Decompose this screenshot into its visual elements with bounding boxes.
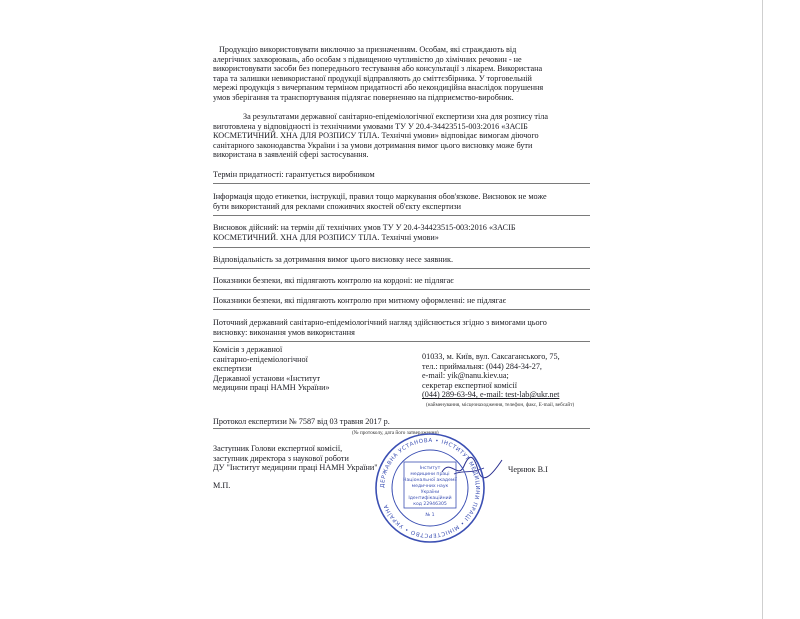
usage-line: Продукцію використовувати виключно за призначенням. Особам, які страждають від [219, 45, 517, 54]
commission-line: медицини праці НАМН України» [213, 383, 330, 393]
validity-field [213, 223, 591, 242]
seal-text: медичних наук [411, 484, 449, 489]
divider [213, 247, 590, 248]
seal-text: Ідентифікаційний [408, 496, 452, 501]
divider [213, 215, 590, 216]
address-line: (044) 289-63-94, e-mail: test-lab@ukr.net [422, 390, 560, 400]
divider [213, 183, 590, 184]
address-line: 01033, м. Київ, вул. Саксаганського, 75, [422, 352, 560, 361]
validity-line: КОСМЕТИЧНИЙ. ХНА ДЛЯ РОЗПИСУ ТІЛА. Технічні умови» [213, 232, 439, 242]
supervision-field [213, 318, 591, 337]
usage-paragraph [213, 45, 591, 103]
signatory-line: Заступник Голови експертної комісії, [213, 444, 343, 453]
address-caption: (найменування, місцезнаходження, телефон, факс, E-mail, вебсайт) [426, 402, 575, 408]
supervision-line: Поточний державний санітарно-епідеміологічний нагляд здійснюється згідно з вимогами цього [213, 318, 547, 327]
results-line: КОСМЕТИЧНИЙ. ХНА ДЛЯ РОЗПИСУ ТІЛА. Технічні умови» відповідає вимогам діючого [213, 131, 539, 141]
supervision-line: висновку: виконання умов використання [213, 327, 355, 337]
divider [213, 341, 590, 342]
mp-label: М.П. [213, 481, 231, 490]
seal-image [374, 432, 486, 544]
results-line: виготовлена у відповідності із технічними умовами ТУ У 20.4-34423515-003:2016 «ЗАСІБ [213, 121, 528, 131]
commission-line: санітарно-епідеміологічної [213, 354, 308, 364]
results-line: санітарного законодавства України і за умови дотримання вимог цього висновку може бути [213, 140, 533, 150]
divider [213, 289, 590, 290]
signatory-name: Чернюк В.І [508, 465, 548, 474]
svg-text:ДЕРЖАВНА УСТАНОВА • ІНСТИТУТ М: ДЕРЖАВНА УСТАНОВА • ІНСТИТУТ МЕДИЦИНИ ПРАЦІ • МІНІСТЕРСТВО • УКРАЇНА [379, 437, 481, 539]
seal-text: Національної академії [403, 478, 457, 483]
signatory-position [213, 444, 378, 473]
results-paragraph [213, 112, 591, 160]
divider [213, 309, 590, 310]
usage-line: мережі продукція з вичерпаним терміном придатності або некондиційна внаслідок порушення [213, 83, 544, 93]
results-line: За результатами державної санітарно-епідеміологічної експертизи хна для розпису тіла [243, 112, 548, 121]
results-line: використана в заявленій сфері застосування. [213, 150, 369, 160]
usage-line: використовувати засоби без попереднього тестування або консультації з лікарем. Використана [213, 64, 543, 74]
validity-line: Висновок дійсний: на термін дії технічних умов ТУ У 20.4-34423515-003:2016 «ЗАСІБ [213, 223, 516, 232]
usage-line: алергічних захворювань, або особам з підвищеною чутливістю до хімічних речовин - не [213, 54, 522, 64]
seal-text: медицини праці [410, 472, 450, 477]
protocol-caption: (№ протоколу, дата його затвердження) [352, 430, 439, 436]
labeling-field [213, 192, 591, 211]
usage-line: умов зберігання та транспортування підлягає поверненню на підприємство-виробник. [213, 92, 514, 102]
commission-line: експертизи [213, 364, 252, 374]
commission-address [422, 352, 560, 400]
commission-name [213, 345, 330, 393]
signatory-line: ДУ "Інститут медицини праці НАМН України" [213, 463, 378, 473]
seal-text: код 22946305 [413, 502, 447, 507]
customs-control-field: Показники безпеки, які підлягають контролю при митному оформленні: не підлягає [213, 296, 507, 305]
commission-line: Державної установи «Інститут [213, 373, 321, 383]
seal-number: № 1 [425, 513, 435, 518]
divider [213, 268, 590, 269]
commission-line: Комісія з державної [213, 345, 283, 354]
seal-text: Інститут [419, 466, 441, 471]
divider [213, 428, 590, 429]
responsibility-field: Відповідальність за дотримання вимог цього висновку несе заявник. [213, 255, 453, 264]
page-edge [762, 0, 763, 619]
address-line: тел.: приймальня: (044) 284-34-27, [422, 361, 542, 371]
labeling-line: Інформація щодо етикетки, інструкції, правил тощо маркування обов'язкове. Висновок не може [213, 192, 547, 201]
labeling-line: бути використаний для реклами споживчих якостей об'єкту експертизи [213, 201, 461, 211]
protocol-line: Протокол експертизи № 7587 від 03 травня 2017 р. [213, 417, 390, 426]
address-line: e-mail: yik@nanu.kiev.ua; [422, 371, 509, 381]
border-control-field: Показники безпеки, які підлягають контролю на кордоні: не підлягає [213, 276, 454, 285]
address-line: секретар експертної комісії [422, 380, 518, 390]
usage-line: тара та залишки невикористаної продукції відправляють до сміттєзбірника. У торговельній [213, 73, 532, 83]
seal-text: України [420, 490, 440, 495]
shelf-life-field: Термін придатності: гарантується виробником [213, 170, 375, 179]
signatory-line: заступник директора з наукової роботи [213, 453, 349, 463]
